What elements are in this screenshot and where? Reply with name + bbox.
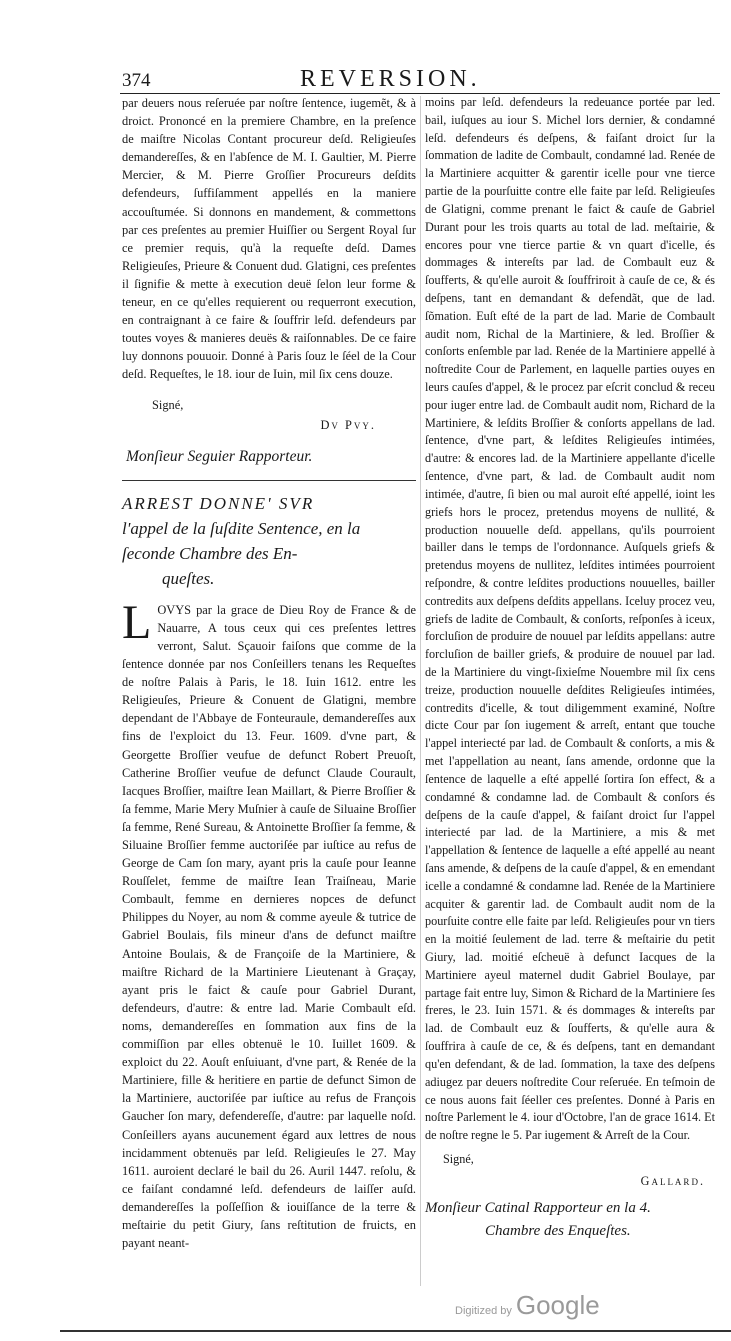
page-number: 374	[122, 70, 151, 91]
signatory-name: Dv Pvy.	[320, 417, 376, 432]
right-rapporteur	[425, 1197, 715, 1243]
right-signed-label: Signé,	[443, 1151, 474, 1166]
section-divider	[122, 480, 416, 481]
watermark-logo-text: Google	[515, 1290, 600, 1320]
watermark-small-text: Digitized by	[455, 1305, 512, 1317]
right-rapporteur-line-2: Chambre des Enqueſtes.	[485, 1222, 631, 1239]
arrest-body	[122, 595, 416, 1252]
right-column	[425, 94, 715, 1243]
arrest-title-line-3: ſeconde Chambre des En-	[122, 543, 298, 563]
right-rapporteur-line-1: Monſieur Catinal Rapporteur en la 4.	[425, 1199, 651, 1216]
arrest-title	[122, 491, 416, 591]
arrest-title-line-1: ARREST DONNE' SVR	[122, 493, 315, 513]
arrest-title-line-4: queſtes.	[162, 568, 215, 588]
drop-cap: L	[122, 595, 152, 649]
right-signatory-name: Gallard.	[640, 1173, 705, 1188]
arrest-text: OVYS par la grace de Dieu Roy de France & de Nauarre, A tous ceux qui ces preſentes lettres verront, Salut. Sçauoir faiſons que comme de la ſentence donnée par nos Conſeillers tenans les Requeſtes de noſtre Palais à Paris, le 18. Iuin 1612. entre les Religieuſes, Prieure & Conuent de Glatigni, membre dependant de l'Abbaye de Fonteuraule, demandereſſes aux fins de l'exploict du 13. Feur. 1609. d'vne part, & Georgette Broſſier veufue de defunct Robert Preuoſt, Catherine Broſſier veufue de defunct Claude Courault, Iacques Broſſier, maiſtre Iean Maillart, & Pierre Broſſier & ſa femme, Marie Mery Muſnier à cauſe de Siluaine Broſſier ſa femme, René Sureau, & Antoinette Broſſier ſa femme, & Siluaine Broſſier femme auctoriſée par iuſtice au refus de George de Cam ſon mary, ayant pris la cauſe pour Ieanne Rouſſelet, femme de maiſtre Iean Traiſneau, Marie Combault, femme en dernieres nopces de defunct Philippes du Noyer, au nom & comme ayeule & tutrice de Gabriel Boulais, fils mineur d'ans de defunct maiſtre Antoine Boulais, & de Françoiſe de la Martiniere, & maiſtre Richard de la Martiniere Lieutenant à Graçay, ayant pris le faict & cauſe pour Gabriel Durant, defendeurs, d'autre: & entre lad. Marie Combault eſd. noms, demandereſſes en ſommation aux fins de la commiſſion par elles obtenuë le 10. Iuillet 1609. & exploict du 22. Aouſt enſuiuant, d'vne part, & Renée de la Martiniere, fille & heritiere en partie de defunct Simon de la Martiniere, auctoriſée par iuſtice au refus de François Gaucher ſon mary, defendereſſe, d'autre: par laquelle noſd. Conſeillers ayans aucunement égard aux lettres de nous incidamment obtenuës par leſd. Religieuſes le 27. May 1611. auroient declaré le bail du 26. Auril 1447. reſolu, & ce faiſant condamné leſd. defendeurs de laiſſer auſd. demandereſſes la poſſeſſion & iouiſſance de la terre & meſtairie du petit Giury, ſans reſtitution de fruicts, en payant neant-	[122, 602, 416, 1251]
rapporteur-line: Monſieur Seguier Rapporteur.	[126, 447, 313, 465]
signed-label: Signé,	[152, 397, 184, 412]
left-paragraph: par deuers nous reſeruée par noſtre ſentence, iugemẽt, & à droict. Prononcé en la premiere Chambre, en la preſence de maiſtre Nicolas Contant procureur deſd. Religieuſes demandereſſes, & en l'abſence de M. I. Gaultier, M. Pierre Mercier, & M. Pierre Groſſier Procureurs deſdits defendeurs, ſuffiſamment appellés en la maniere accouſtumée. Si donnons en mandement, & commettons par ces preſentes au premier Huiſſier ou Sergent Royal ſur ce premier requis, qu'à la requeſte deſd. Dames Religieuſes, Prieure & Conuent dud. Glatigni, ces preſentes il ſignifie & mette à execution deuë ſelon leur forme & teneur, en ce qu'elles requierent ou requerront execution, en contraignant à ce faire & ſouffrir leſd. defendeurs par toutes voyes & manieres deuës & raiſonnables. De ce faire luy donnons pouuoir. Donné à Paris ſouz le ſéel de la Cour deſd. Requeſtes, le 18. iour de Iuin, mil ſix cens douze.	[122, 96, 416, 382]
column-divider	[420, 96, 421, 1286]
google-watermark	[455, 1290, 600, 1321]
arrest-title-line-2: l'appel de la ſuſdite Sentence, en la	[122, 518, 361, 538]
right-paragraph: moins par leſd. defendeurs la redeuance portée par led. bail, iuſques au iour S. Michel lors dernier, & condamné leſd. defendeurs és deſpens, & faiſant droict ſur la ſommation de ladite de Combault, condamné lad. Renée de la Martiniere acquitter & garentir icelle pour vne tierce partie de la pourſuitte contre elle faite par leſd. Religieuſes de Glatigni, comme prenant le faict & cauſe de Gabriel Durant pour les trois quarts au total de lad. meſtairie, & encores pour vne tierce partie & vn quart d'icelle, és dommages & intereſts par lad. de Combault euz & ſoufferts, & qu'elle auroit & ſouffriroit à cauſe de ce, & és deſpens, tant en demandant & defendãt, que de lad. ſõmation. Euſt eſté de la part de lad. Marie de Combault audit nom, Richal de la Martiniere, & led. Broſſier & conſorts enſemble par lad. Renée de la Martiniere appellé à noſtredite Cour de Parlement, en laquelle parties ouyes en leurs cauſes d'appel, & le procez par eſcrit conclud & receu pour iuger entre lad. de Combault audit nom, Richard de la Martiniere, & leſdits Broſſier & conſorts appellans de lad. ſentence, d'vne part, & leſdites Religieuſes intimées, d'autre: & encores lad. de la Martiniere appellante d'icelle ſentence, d'vne part, & lad. de Combault audit nom intimée, d'autre, ſi bien ou mal auroit eſté appellé, ioint les griefs hors le procez, pretendus moyens de nullité, & production nouuelle deſd. appellans, qu'ils pourroient bailler dans le temps de l'ordonnance. Auſquels griefs & pretendus moyens de nullitez, leſdites intimées pourroient reſpondre, & contre leſdites productions nouuelles, bailler contredits aux deſpens deſdits appellans. Iceluy procez veu, griefs de ladite de Combault, & conſorts, reſponſes à iceux, forcluſion de produire de nouuel par leſdits appellans: autre forcluſion de bailler griefs, & produire de nouuel par lad. de la Martiniere du vingt-ſixieſme Nouembre mil ſix cens treize, production nouuelle deſdites Religieuſes intimées, contredits d'icelle, & tout diligemment examiné, Noſtre dicte Cour par ſon iugement & arreſt, entant que touche l'appel interiecté par lad. de Combault & conſorts, a mis & met l'appellation au neant, ſans amende, ordonne que la ſentence de laquelle a eſté appellé ſortira ſon effect, & a condamné & condamne lad. de Combault & conſors és deſpens de la cauſe d'appel, & faiſant droict ſur l'appel interiecté par lad. de la Martiniere, a mis & met l'appellation & ſentence de laquelle a eſté appellé au neant ſans amende, & deſpens de la cauſe d'appel, & en emendant icelle a condamné & condamne lad. Renée de la Martiniere acquiter & garentir lad. de Combault audit nom de la pourſuite contre elle faite par leſd. Religieuſes pour vn tiers en la moitié ſeulement de lad. terre & meſtairie du petit Giury, lad. moitié eſcheuë à defunct Iacques de la Martiniere ayeul maternel dudit Gabriel Boulaye, par partage fait entre luy, Simon & Richard de la Martiniere ſes freres, le 23. Iuin 1571. & és dommages & intereſts par lad. de Combault euz & ſoufferts, & qu'elle aura & ſouffrira à cauſe de ce, & és deſpens, tant en demandant qu'en defendant, & de lad. ſommation, la taxe des deſpens adiugez par deuers noſtredite Cour reſeruée. En teſmoin de ce nous auons fait ſéeller ces preſentes. Donné à Paris en noſtre Parlement le 4. iour d'Octobre, l'an de grace 1614. Et de noſtre regne le 5. Par iugement & Arreſt de la Cour.	[425, 95, 715, 1143]
running-title: REVERSION.	[300, 66, 481, 92]
left-column	[122, 94, 416, 1252]
bottom-rule	[60, 1330, 731, 1332]
